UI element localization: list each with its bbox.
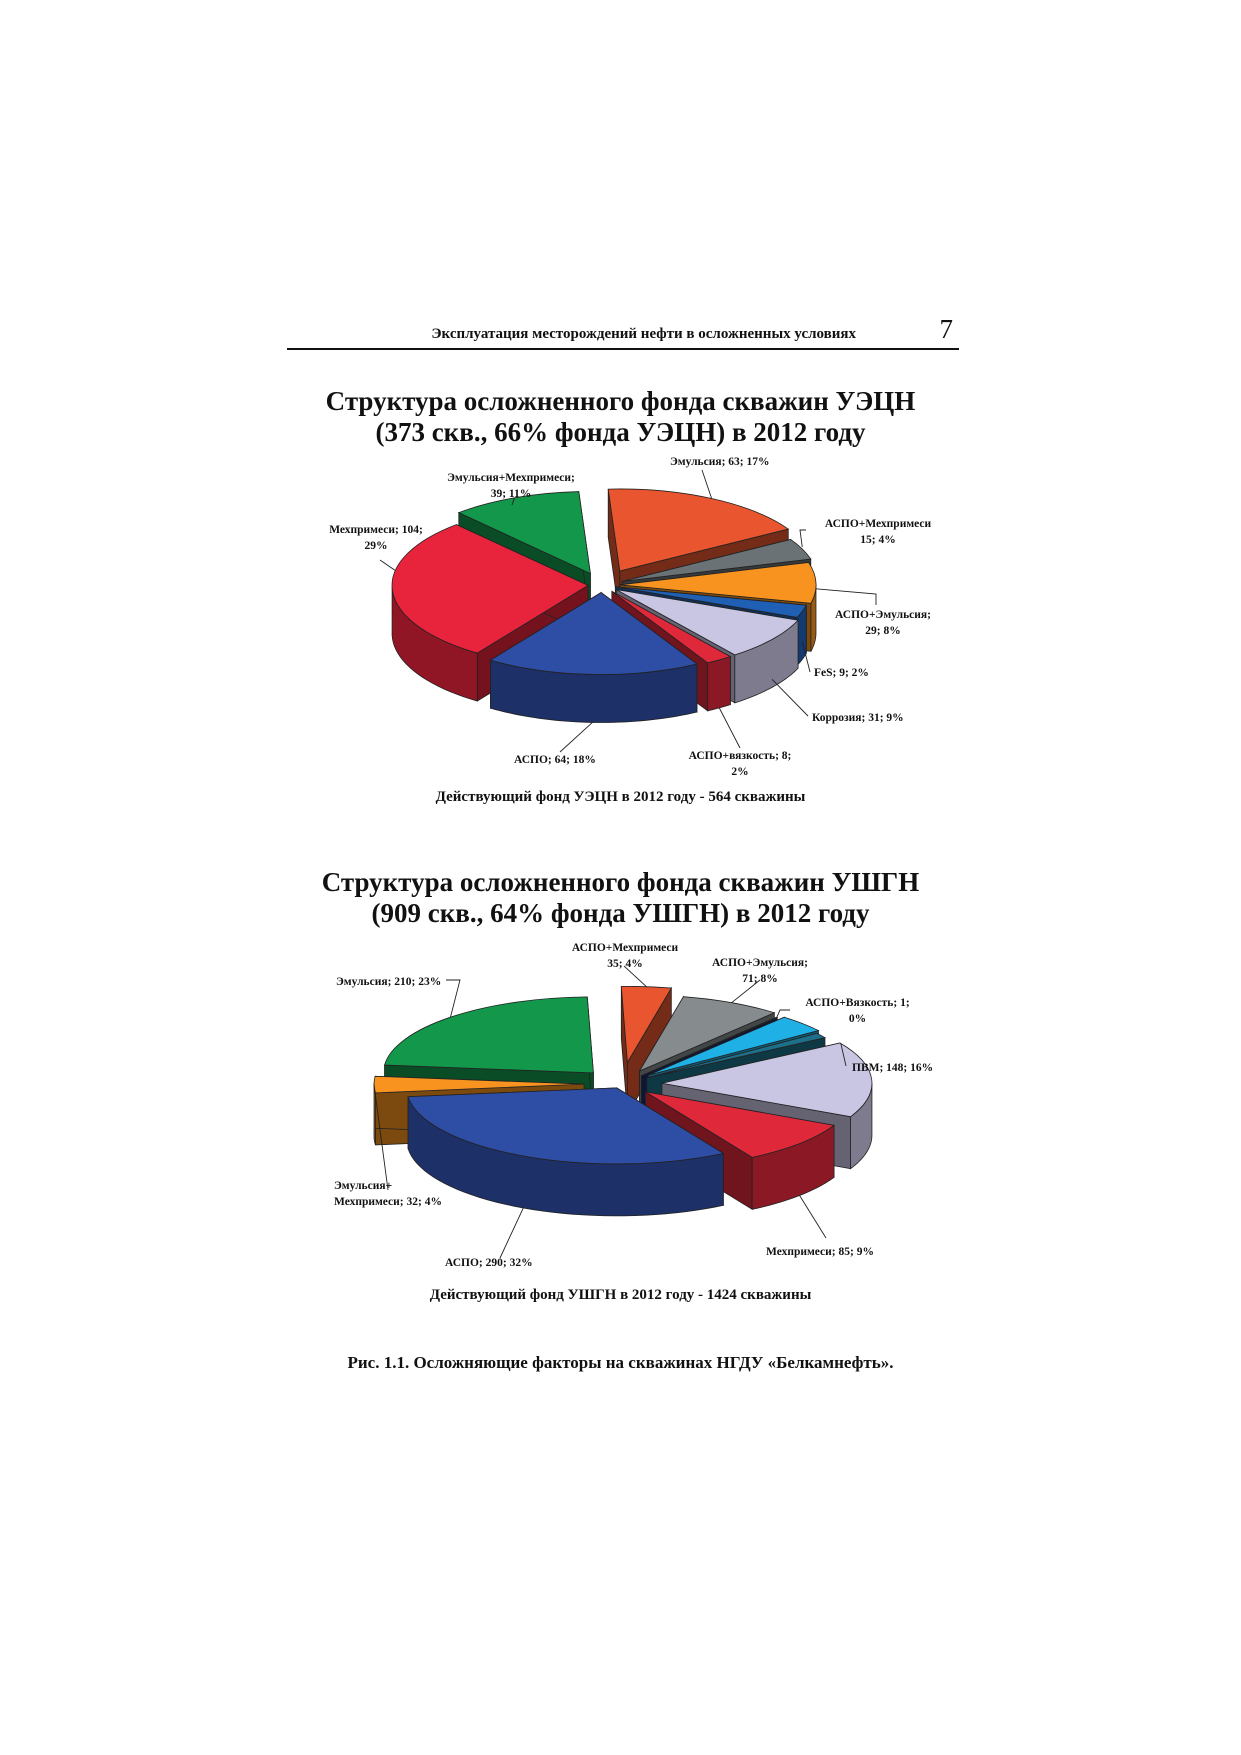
chart1-note: Действующий фонд УЭЦН в 2012 году - 564 скважины (435, 789, 806, 805)
chart2-label-aspo: АСПО; 290; 32% (445, 1257, 533, 1269)
chart2-label-emul-mech: Эмульсия+ Мехпримеси; 32; 4% (334, 1180, 442, 1208)
chart1-label-corrosion: Коррозия; 31; 9% (812, 712, 904, 724)
chart2-leader-5 (500, 1208, 523, 1258)
chart1-label-mech: Мехпримеси; 104; 29% (329, 524, 423, 552)
chart1-label-emulsion: Эмульсия; 63; 17% (670, 456, 770, 468)
chart2-label-mech: Мехпримеси; 85; 9% (766, 1246, 874, 1258)
chart1-title-line2: (373 скв., 66% фонда УЭЦН) в 2012 году (375, 417, 866, 447)
chart2-leader-4 (800, 1195, 826, 1238)
chart2-title-line2: (909 скв., 64% фонда УШГН) в 2012 году (371, 898, 870, 928)
chart1-label-fes: FeS; 9; 2% (814, 667, 869, 679)
running-title: Эксплуатация месторождений нефти в осложненных условиях (431, 326, 856, 342)
chart1-label-aspo-emul: АСПО+Эмульсия; 29; 8% (835, 609, 931, 637)
chart1-label-aspo-visc: АСПО+вязкость; 8; 2% (688, 750, 792, 778)
chart2-leader-7 (446, 980, 460, 1017)
chart2-title-line1: Структура осложненного фонда скважин УШГН (321, 867, 920, 897)
chart2-label-pvm: ПВМ; 148; 16% (852, 1062, 934, 1074)
chart2-leader-2 (777, 1010, 790, 1018)
chart1-label-aspo: АСПО; 64; 18% (514, 754, 596, 766)
chart2-label-aspo-emul: АСПО+Эмульсия; 71; 8% (712, 957, 808, 985)
chart2-label-emulsion: Эмульсия; 210; 23% (336, 976, 442, 988)
chart1-title-line1: Структура осложненного фонда скважин УЭЦН (325, 386, 916, 416)
chart1-label-emul-mech: Эмульсия+Мехпримеси; 39; 11% (447, 472, 575, 500)
chart2-note: Действующий фонд УШГН в 2012 году - 1424 скважины (429, 1287, 812, 1303)
chart2-label-aspo-visc: АСПО+Вязкость; 1; 0% (805, 997, 910, 1025)
page-number: 7 (939, 314, 953, 344)
chart1-label-aspo-mech: АСПО+Мехпримеси 15; 4% (824, 518, 932, 546)
chart2-label-aspo-mech: АСПО+Мехпримеси 35; 4% (571, 942, 679, 970)
figure-caption: Рис. 1.1. Осложняющие факторы на скважинах НГДУ «Белкамнефть». (347, 1353, 894, 1372)
